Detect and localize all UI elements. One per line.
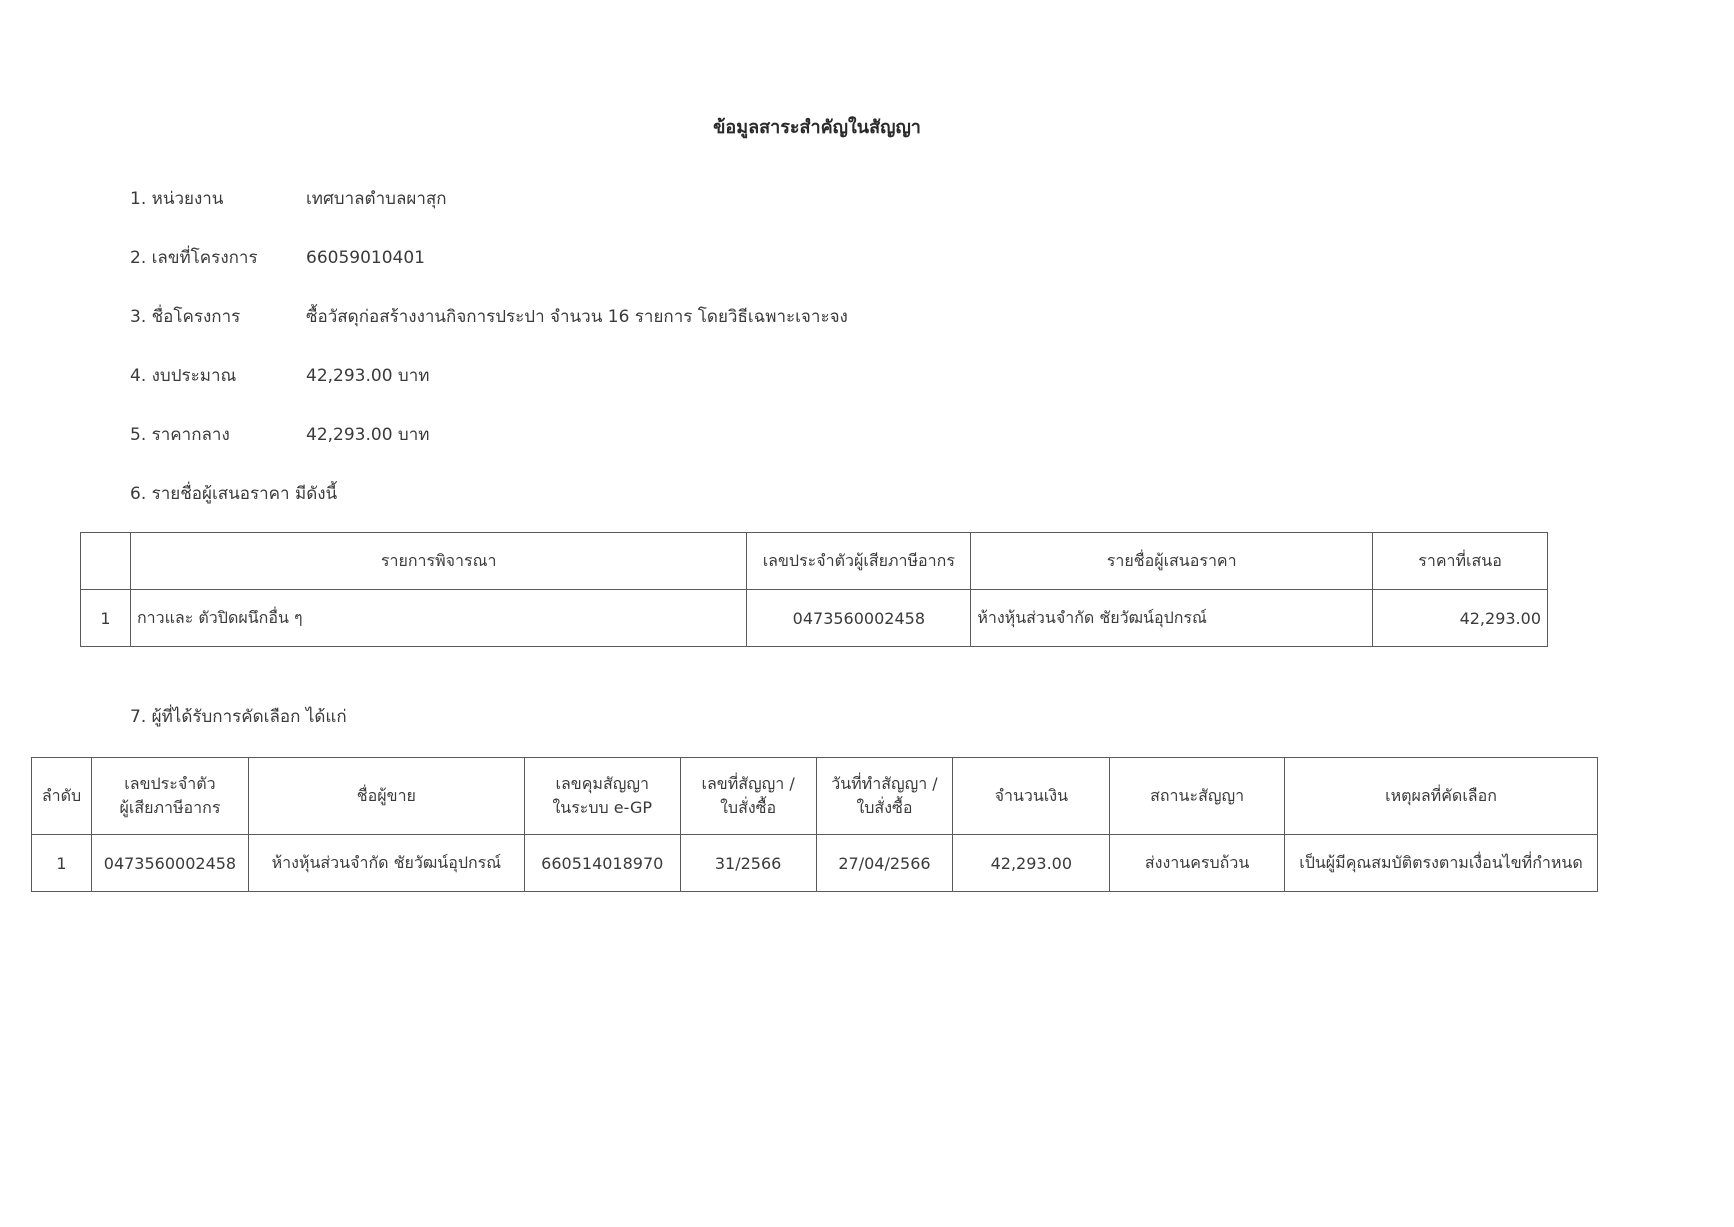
field-label: 4. งบประมาณ [130, 366, 237, 386]
header-cell [816, 758, 953, 835]
header-line: วันที่ทำสัญญา / [831, 774, 938, 793]
table-header-row [32, 758, 1598, 835]
field-project-number [130, 244, 425, 271]
table-cell: 27/04/2566 [816, 835, 953, 892]
table-cell: 0473560002458 [747, 590, 971, 647]
header-cell: รายการพิจารณา [130, 533, 746, 590]
field-label: 1. หน่วยงาน [130, 189, 224, 209]
header-line: ใบสั่งซื้อ [720, 798, 777, 817]
field-value: เทศบาลตำบลผาสุก [306, 189, 447, 209]
header-line: เลขที่สัญญา / [701, 774, 795, 793]
field-value: 42,293.00 บาท [306, 425, 430, 445]
header-cell: ราคาที่เสนอ [1373, 533, 1548, 590]
bidders-table [80, 532, 1548, 647]
field-value: ซื้อวัสดุก่อสร้างงานกิจการประปา จำนวน 16 รายการ โดยวิธีเฉพาะเจาะจง [306, 307, 848, 327]
field-median-price [130, 421, 429, 448]
table-cell: ห้างหุ้นส่วนจำกัด ชัยวัฒน์อุปกรณ์ [248, 835, 524, 892]
table-cell: 660514018970 [524, 835, 680, 892]
header-line: เลขคุมสัญญา [555, 774, 649, 793]
table-cell: เป็นผู้มีคุณสมบัติตรงตามเงื่อนไขที่กำหนด [1284, 835, 1597, 892]
header-line: สถานะสัญญา [1150, 786, 1245, 805]
table-cell: 1 [81, 590, 131, 647]
header-cell: รายชื่อผู้เสนอราคา [971, 533, 1373, 590]
table-cell: ห้างหุ้นส่วนจำกัด ชัยวัฒน์อุปกรณ์ [971, 590, 1373, 647]
header-cell: เลขประจำตัวผู้เสียภาษีอากร [747, 533, 971, 590]
field-label: 3. ชื่อโครงการ [130, 307, 241, 327]
header-line: เหตุผลที่คัดเลือก [1385, 786, 1497, 805]
header-cell [81, 533, 131, 590]
table-row [81, 590, 1548, 647]
table-cell: 31/2566 [680, 835, 816, 892]
header-line: ผู้เสียภาษีอากร [119, 798, 221, 817]
winners-heading: 7. ผู้ที่ได้รับการคัดเลือก ได้แก่ [130, 707, 347, 727]
winners-table [31, 757, 1598, 892]
field-label: 5. ราคากลาง [130, 425, 230, 445]
header-cell [953, 758, 1110, 835]
header-line: ในระบบ e-GP [552, 798, 653, 817]
field-budget [130, 362, 429, 389]
header-cell [32, 758, 92, 835]
field-project-name [130, 303, 848, 330]
table-cell: ส่งงานครบถ้วน [1110, 835, 1285, 892]
field-agency [130, 185, 447, 212]
bidders-heading: 6. รายชื่อผู้เสนอราคา มีดังนี้ [130, 484, 338, 504]
header-line: ใบสั่งซื้อ [856, 798, 913, 817]
header-line: ลำดับ [41, 786, 82, 805]
header-cell [1110, 758, 1285, 835]
table-cell: กาวและ ตัวปิดผนึกอื่น ๆ [130, 590, 746, 647]
table-cell: 1 [32, 835, 92, 892]
header-line: ชื่อผู้ขาย [356, 786, 416, 805]
header-cell [248, 758, 524, 835]
table-header-row [81, 533, 1548, 590]
page-title: ข้อมูลสาระสำคัญในสัญญา [713, 117, 921, 138]
table-cell: 0473560002458 [91, 835, 248, 892]
header-cell [524, 758, 680, 835]
table-cell: 42,293.00 [1373, 590, 1548, 647]
header-cell [1284, 758, 1597, 835]
table-row [32, 835, 1598, 892]
header-line: เลขประจำตัว [124, 774, 216, 793]
header-cell [680, 758, 816, 835]
field-label: 2. เลขที่โครงการ [130, 248, 258, 268]
table-cell: 42,293.00 [953, 835, 1110, 892]
header-cell [91, 758, 248, 835]
field-value: 42,293.00 บาท [306, 366, 430, 386]
field-value: 66059010401 [306, 248, 425, 268]
header-line: จำนวนเงิน [994, 786, 1069, 805]
